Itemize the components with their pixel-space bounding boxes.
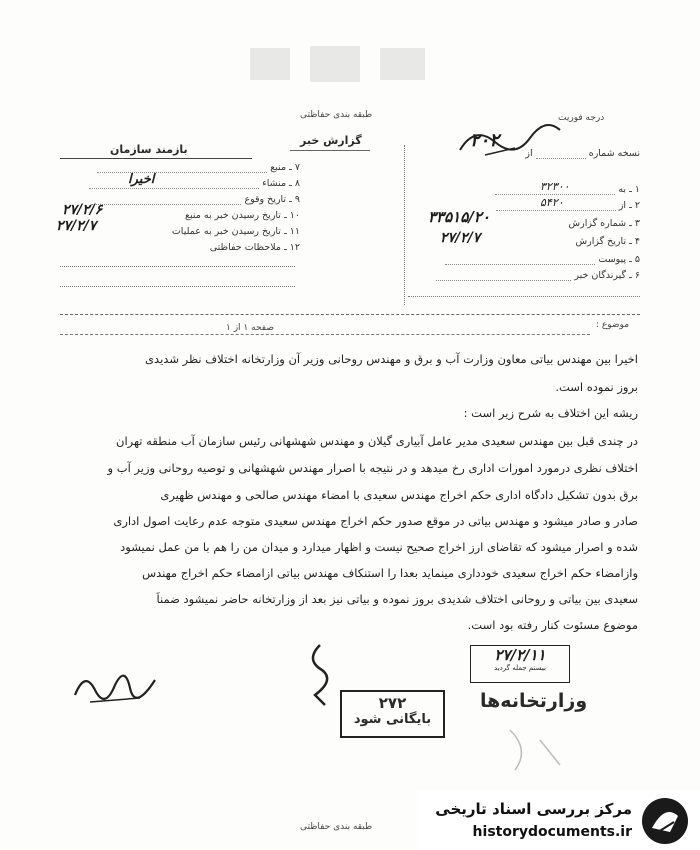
report-title: گزارش خبر [300, 134, 362, 147]
column-divider [404, 145, 405, 305]
body-line-11: موضوع مسئوت کنار رفته بود است. [467, 618, 638, 632]
website-label: historydocuments.ir [472, 824, 632, 840]
body-line-10: سعیدی بین بیاتی و روحانی اختلاف شدیدی بروز نموده و بیاتی نیز بعد از وزارتخانه حاضر نمیشود ضمناً [156, 592, 638, 606]
body-line-8: شده و اصرار میشود که تقاضای ارز اخراج صحیح نیست و اظهار میدارد و میدان من را هم با من عمل نمیشود [120, 540, 638, 554]
field-12-label: ۱۲ ـ ملاحظات حفاظتی [209, 242, 300, 253]
field-2-label: ۲ ـ از [618, 200, 640, 211]
center-logo-icon [640, 796, 690, 846]
copy-of-label: از [525, 148, 533, 159]
recipients-label: بازمند سازمان [110, 143, 188, 156]
handwritten-scribble-icon [455, 120, 565, 160]
field-3-value: ۳۳۵۱۵/۲۰ [428, 208, 490, 226]
date-stamp-value: ۲۷/۲/۱۱ [494, 646, 546, 664]
field-8-label: ۸ ـ منشاء [262, 178, 300, 189]
field-1 [408, 184, 640, 195]
field-8-value: اخیرا [128, 172, 155, 187]
field-3-label: ۳ ـ شماره گزارش [568, 218, 640, 229]
field-12 [60, 242, 300, 253]
classification-top: طبقه بندی حفاظتی [300, 110, 373, 120]
archive-number: ۲۷۲ [378, 694, 407, 712]
field-2-value: ۵۴۲۰ [540, 196, 564, 209]
priority-label: درجه فوریت [558, 113, 605, 123]
field-4-label: ۴ ـ تاریخ گزارش [575, 236, 640, 247]
page-label: صفحه ۱ از ۱ [226, 323, 274, 333]
archive-label: بایگانی شود [353, 712, 432, 727]
copy-of-value: ۲۰۲ [470, 130, 500, 151]
faded-emblem-icon [240, 40, 440, 88]
field-12-line-1 [60, 266, 295, 267]
date-stamp-sub: بیستم جمله گردید [494, 664, 546, 672]
field-10-value: ۲۷/۲/۶ [62, 202, 103, 218]
body-line-7: صادر و صادر میشود و مهندس بیاتی در موقع صدور حکم اخراج مهندس سعیدی متوجه عدم رعایت اصول اداری [113, 514, 638, 528]
field-5-line [445, 255, 595, 265]
body-line-1: اخیرا بین مهندس بیاتی معاون وزارت آب و برق و مهندس روحانی وزیر آن وزارتخانه اختلاف نظر شدیدی [145, 352, 638, 366]
field-1-value: ۳۲۳۰۰ [540, 180, 570, 193]
body-line-5: اختلاف نظری درمورد امورات اداری رخ میدهد و در نتیجه با اصرار مهندس شهشهانی و توصیه روحانی وزیر آب و [107, 461, 638, 475]
recipients-line [60, 158, 252, 159]
faint-bottom-marks [500, 720, 580, 780]
center-name: مرکز بررسی اسناد تاریخی [435, 800, 632, 818]
field-11-label: ۱۱ ـ تاریخ رسیدن خبر به عملیات [171, 226, 300, 237]
field-5 [408, 254, 640, 265]
body-line-2: بروز نموده است. [555, 380, 638, 394]
field-7-line [97, 163, 267, 173]
field-12-line-2 [60, 286, 295, 287]
field-7 [60, 162, 300, 173]
field-9-line [91, 195, 241, 205]
signature-middle [300, 640, 340, 710]
field-1-label: ۱ ـ به [618, 184, 640, 195]
subject-line [60, 334, 590, 335]
field-8 [60, 178, 300, 189]
ministries-label: وزارتخانه‌ها [480, 690, 588, 712]
faded-header-mark [240, 40, 440, 88]
field-7-label: ۷ ـ منبع [270, 162, 300, 173]
field-9-label: ۹ ـ تاریخ وقوع [244, 194, 300, 205]
subject-label: موضوع : [596, 320, 630, 330]
archive-stamp [340, 690, 445, 738]
field-4-value: ۲۷/۲/۷ [440, 230, 481, 246]
field-6-label: ۶ ـ گیرندگان خبر [574, 270, 640, 281]
subject-separator [60, 314, 640, 315]
date-stamp [470, 645, 570, 683]
classification-bottom: طبقه بندی حفاظتی [300, 822, 373, 832]
field-5-label: ۵ ـ پیوست [598, 254, 640, 265]
body-line-9: وازامضاء حکم اخراج سعیدی خودداری مینماید بعدا را استنکاف مهندس بیاتی ازامضاء حکم اخراج مهندس [142, 566, 638, 580]
copy-no-label: نسخه شماره [588, 148, 640, 159]
field-6 [408, 270, 640, 281]
body-line-6: برق بدون تشکیل دادگاه اداری حکم اخراج مهندس سعیدی با امضاء مهندس صالحی و مهندس ظهیری [160, 488, 638, 502]
field-8-line [89, 179, 259, 189]
body-line-4: در چندی قبل بین مهندس سعیدی مدیر عامل آبیاری گیلان و مهندس شهشهانی رئیس سازمان آب منطقه تهران [116, 434, 638, 448]
field-6-line [436, 271, 571, 281]
right-extra-line [408, 296, 640, 297]
title-underline [290, 150, 370, 151]
footer-branding [418, 790, 700, 850]
field-11-value: ۲۷/۲/۷ [56, 218, 97, 234]
field-10-label: ۱۰ ـ تاریخ رسیدن خبر به منبع [185, 210, 300, 221]
body-line-3: ریشه این اختلاف به شرح زیر است : [463, 406, 638, 420]
signature-left [70, 660, 160, 710]
